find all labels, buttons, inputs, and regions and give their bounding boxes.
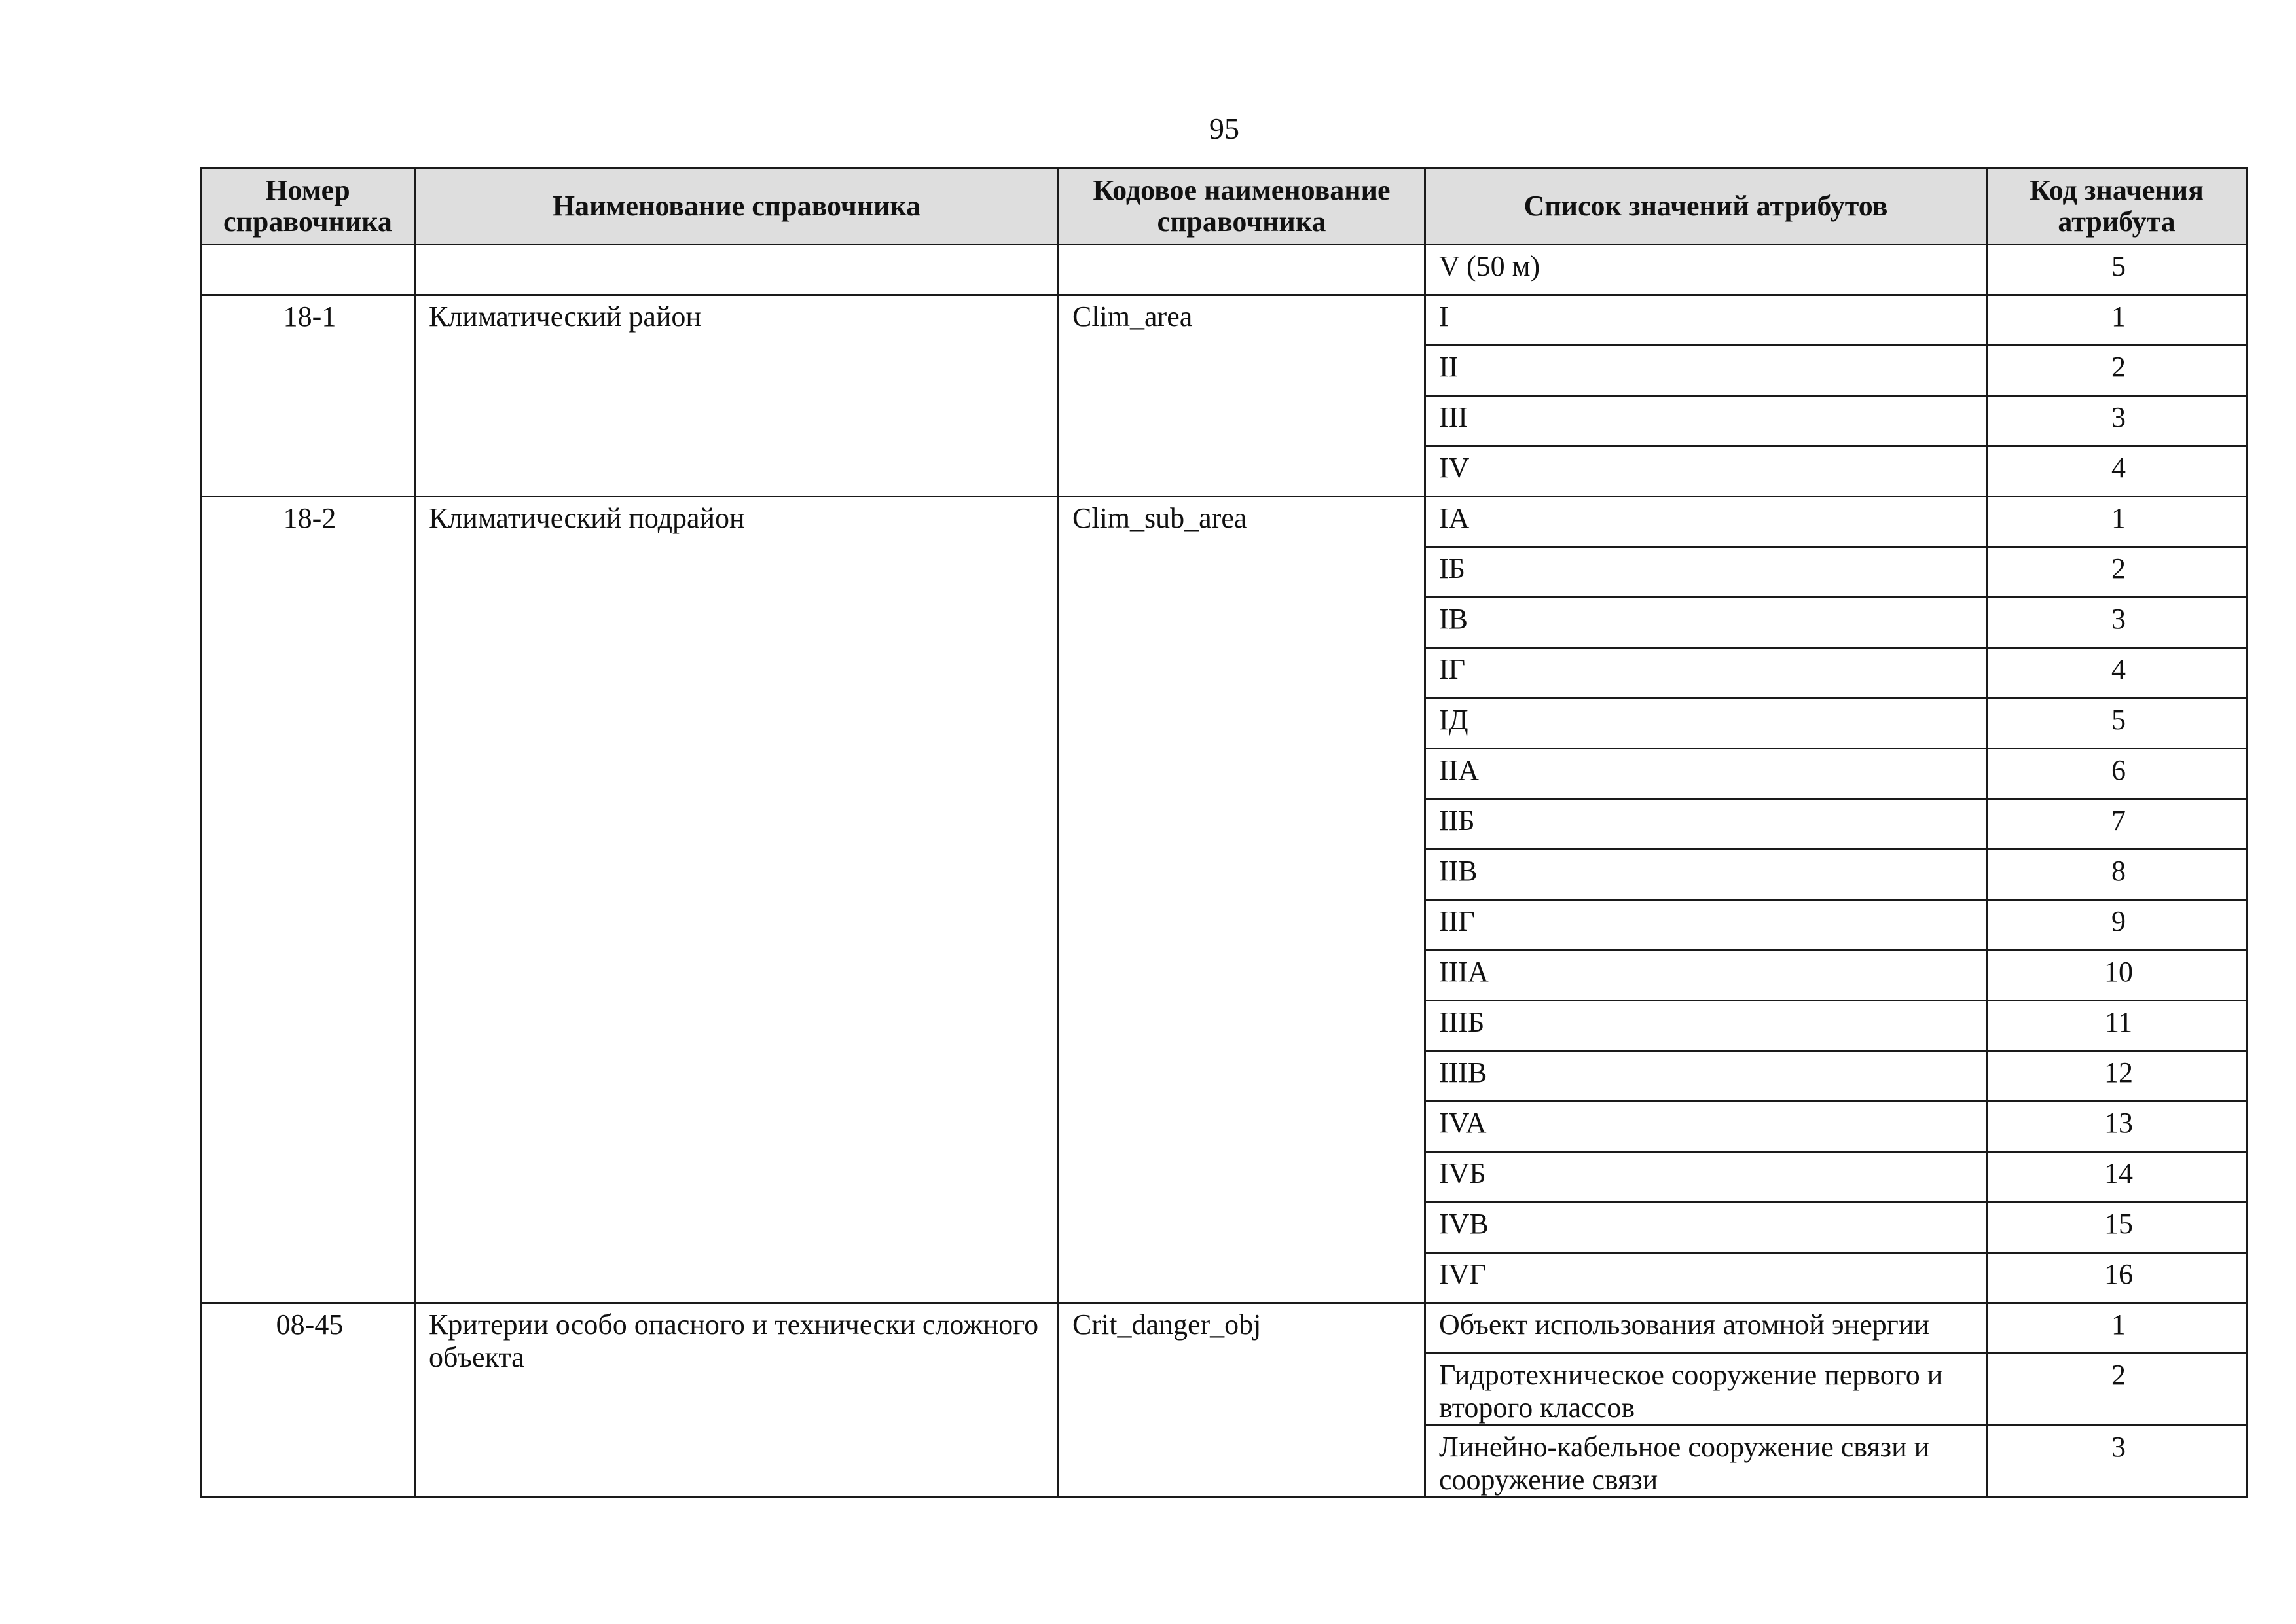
attribute-value: IIIB — [1425, 1051, 1987, 1102]
directory-code-name: Clim_area — [1059, 295, 1425, 497]
attribute-value: IV — [1425, 446, 1987, 497]
attribute-code: 12 — [1987, 1051, 2247, 1102]
attribute-code: 5 — [1987, 698, 2247, 749]
table-row — [201, 497, 2247, 547]
attribute-value: IБ — [1425, 547, 1987, 598]
attribute-code: 13 — [1987, 1102, 2247, 1152]
attribute-value: IB — [1425, 598, 1987, 648]
attribute-code: 5 — [1987, 245, 2247, 295]
attribute-value: IГ — [1425, 648, 1987, 698]
attribute-code: 1 — [1987, 295, 2247, 346]
attribute-value: Гидротехническое сооружение первого и второго классов — [1425, 1354, 1987, 1426]
attribute-code: 1 — [1987, 1303, 2247, 1354]
attribute-value: IIIA — [1425, 950, 1987, 1001]
attribute-value: II — [1425, 346, 1987, 396]
attribute-value: IIБ — [1425, 799, 1987, 850]
attribute-value: IIA — [1425, 749, 1987, 799]
page-number: 95 — [1209, 112, 1239, 145]
attribute-code: 4 — [1987, 446, 2247, 497]
attribute-value: IVA — [1425, 1102, 1987, 1152]
attribute-value: IIIБ — [1425, 1001, 1987, 1051]
attribute-code: 3 — [1987, 396, 2247, 446]
attribute-code: 15 — [1987, 1202, 2247, 1253]
attribute-code: 3 — [1987, 598, 2247, 648]
attribute-value: IIB — [1425, 850, 1987, 900]
continuation-code-name-cell — [1059, 245, 1425, 295]
attribute-code: 3 — [1987, 1426, 2247, 1498]
continuation-name-cell — [415, 245, 1059, 295]
directory-name: Критерии особо опасного и технически сложного объекта — [415, 1303, 1059, 1498]
attribute-code: 2 — [1987, 547, 2247, 598]
directory-number: 08-45 — [201, 1303, 415, 1498]
directory-code-name: Clim_sub_area — [1059, 497, 1425, 1303]
attribute-code: 1 — [1987, 497, 2247, 547]
attribute-code: 8 — [1987, 850, 2247, 900]
directory-name: Климатический район — [415, 295, 1059, 497]
header-values: Список значений атрибутов — [1425, 168, 1987, 245]
attribute-code: 16 — [1987, 1253, 2247, 1303]
directory-name: Климатический подрайон — [415, 497, 1059, 1303]
reference-table — [200, 167, 2248, 1498]
attribute-value: IIГ — [1425, 900, 1987, 950]
table-row — [201, 295, 2247, 346]
table-row — [201, 245, 2247, 295]
attribute-code: 2 — [1987, 346, 2247, 396]
attribute-value: Объект использования атомной энергии — [1425, 1303, 1987, 1354]
attribute-code: 7 — [1987, 799, 2247, 850]
directory-code-name: Crit_danger_obj — [1059, 1303, 1425, 1498]
header-number: Номер справочника — [201, 168, 415, 245]
attribute-code: 14 — [1987, 1152, 2247, 1202]
header-value-code: Код значения атрибута — [1987, 168, 2247, 245]
table-header-row — [201, 168, 2247, 245]
attribute-code: 9 — [1987, 900, 2247, 950]
attribute-value: I — [1425, 295, 1987, 346]
header-name: Наименование справочника — [415, 168, 1059, 245]
continuation-number-cell — [201, 245, 415, 295]
attribute-value: IVB — [1425, 1202, 1987, 1253]
attribute-value: IVГ — [1425, 1253, 1987, 1303]
attribute-value: V (50 м) — [1425, 245, 1987, 295]
attribute-code: 4 — [1987, 648, 2247, 698]
header-code-name: Кодовое наименование справочника — [1059, 168, 1425, 245]
attribute-code: 10 — [1987, 950, 2247, 1001]
attribute-value: IVБ — [1425, 1152, 1987, 1202]
table-row — [201, 1303, 2247, 1354]
attribute-code: 11 — [1987, 1001, 2247, 1051]
directory-number: 18-1 — [201, 295, 415, 497]
directory-number: 18-2 — [201, 497, 415, 1303]
attribute-value: III — [1425, 396, 1987, 446]
attribute-value: IД — [1425, 698, 1987, 749]
attribute-value: IA — [1425, 497, 1987, 547]
attribute-code: 2 — [1987, 1354, 2247, 1426]
attribute-code: 6 — [1987, 749, 2247, 799]
attribute-value: Линейно-кабельное сооружение связи и сооружение связи — [1425, 1426, 1987, 1498]
